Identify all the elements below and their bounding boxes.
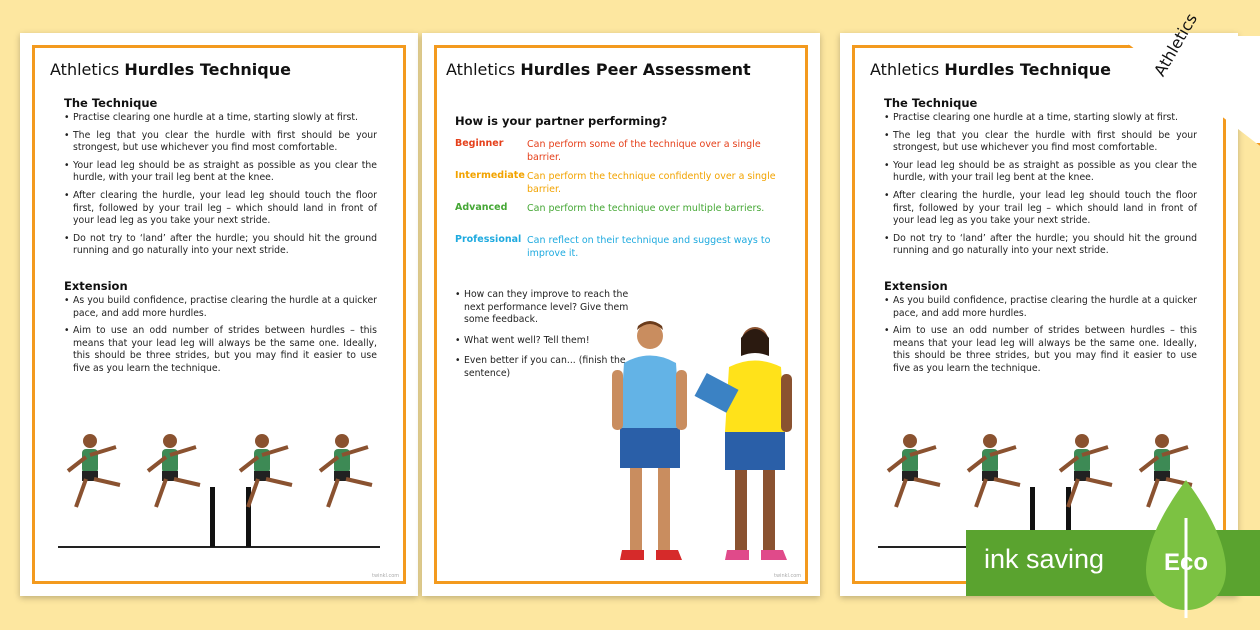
eco-badge-text: Eco (1163, 549, 1209, 576)
technique-item: • Your lead leg should be as straight as possible as you clear the hurdle, with your trail leg bent at the knee. (64, 160, 377, 185)
extension-list (64, 295, 377, 381)
ink-saving-label: ink saving (984, 544, 1105, 574)
sheet-title: Athletics Hurdles Technique (50, 60, 291, 79)
performance-levels (455, 138, 795, 266)
people-illustration (602, 318, 802, 568)
extension-item: • Aim to use an odd number of strides between hurdles – this means that your lead leg will always be the same one. Ideally, this should be three strides, but you may find it easier to use five as you learn the technique. (64, 325, 377, 375)
level-description: Can perform the technique over multiple barriers. (527, 203, 765, 214)
technique-list (64, 112, 377, 263)
technique-item: • The leg that you clear the hurdle with first should be your strongest, but use whichever you find most comfortable. (64, 130, 377, 155)
level-row (455, 202, 795, 234)
technique-sheet (20, 33, 418, 596)
level-row (455, 170, 795, 202)
feedback-prompt: • What went well? Tell them! (455, 335, 645, 348)
eco-leaf-icon (1138, 478, 1234, 618)
technique-item: • Practise clearing one hurdle at a time, starting slowly at first. (884, 112, 1197, 125)
level-name: Professional (455, 234, 522, 245)
level-description: Can perform some of the technique over a single barrier. (527, 139, 761, 163)
hurdle-post (210, 487, 215, 547)
technique-item: • Your lead leg should be as straight as possible as you clear the hurdle, with your trail leg bent at the knee. (884, 160, 1197, 185)
hurdler-figure (148, 434, 200, 507)
hurdler-figure (68, 434, 120, 507)
technique-item: • Practise clearing one hurdle at a time, starting slowly at first. (64, 112, 377, 125)
hurdler-figure (320, 434, 372, 507)
level-row (455, 234, 795, 266)
technique-item: • After clearing the hurdle, your lead leg should touch the floor first, followed by your trail leg – which should land in front of your lead leg as you take your next stride. (884, 190, 1197, 228)
sheet-footer: twinkl.com (774, 573, 802, 579)
page-curl-label: Athletics (1150, 10, 1202, 80)
level-description: Can perform the technique confidently over a single barrier. (527, 171, 776, 195)
level-name: Beginner (455, 138, 504, 149)
level-name: Advanced (455, 202, 508, 213)
feedback-prompt: • Even better if you can... (finish the sentence) (455, 355, 645, 380)
level-description: Can reflect on their technique and suggest ways to improve it. (527, 235, 771, 259)
girl-figure (695, 327, 792, 560)
level-name: Intermediate (455, 170, 525, 181)
peer-assessment-sheet (422, 33, 820, 596)
feedback-prompt: • How can they improve to reach the next performance level? Give them some feedback. (455, 289, 645, 327)
technique-item: • Do not try to ‘land’ after the hurdle; you should hit the ground running and go naturally into your next stride. (64, 233, 377, 258)
boy-figure (612, 321, 687, 560)
technique-heading: The Technique (884, 96, 978, 110)
technique-item: • After clearing the hurdle, your lead leg should touch the floor first, followed by your trail leg – which should land in front of your lead leg as you take your next stride. (64, 190, 377, 228)
sheet-title: Athletics Hurdles Technique (870, 60, 1111, 79)
extension-list (884, 295, 1197, 381)
extension-item: • As you build confidence, practise clearing the hurdle at a quicker pace, and add more hurdles. (64, 295, 377, 320)
extension-heading: Extension (64, 279, 128, 293)
hurdler-illustration (54, 411, 384, 551)
partner-question: How is your partner performing? (455, 114, 668, 128)
technique-heading: The Technique (64, 96, 158, 110)
level-row (455, 138, 795, 170)
technique-list (884, 112, 1197, 263)
technique-item: • Do not try to ‘land’ after the hurdle; you should hit the ground running and go naturally into your next stride. (884, 233, 1197, 258)
hurdler-figure (968, 434, 1020, 507)
extension-item: • Aim to use an odd number of strides between hurdles – this means that your lead leg will always be the same one. Ideally, this should be three strides, but you may find it easier to use five as you learn the technique. (884, 325, 1197, 375)
sheet-title: Athletics Hurdles Peer Assessment (446, 60, 751, 79)
technique-item: • The leg that you clear the hurdle with first should be your strongest, but use whichever you find most comfortable. (884, 130, 1197, 155)
extension-item: • As you build confidence, practise clearing the hurdle at a quicker pace, and add more hurdles. (884, 295, 1197, 320)
hurdler-figure (888, 434, 940, 507)
sheet-footer: twinkl.com (372, 573, 400, 579)
extension-heading: Extension (884, 279, 948, 293)
